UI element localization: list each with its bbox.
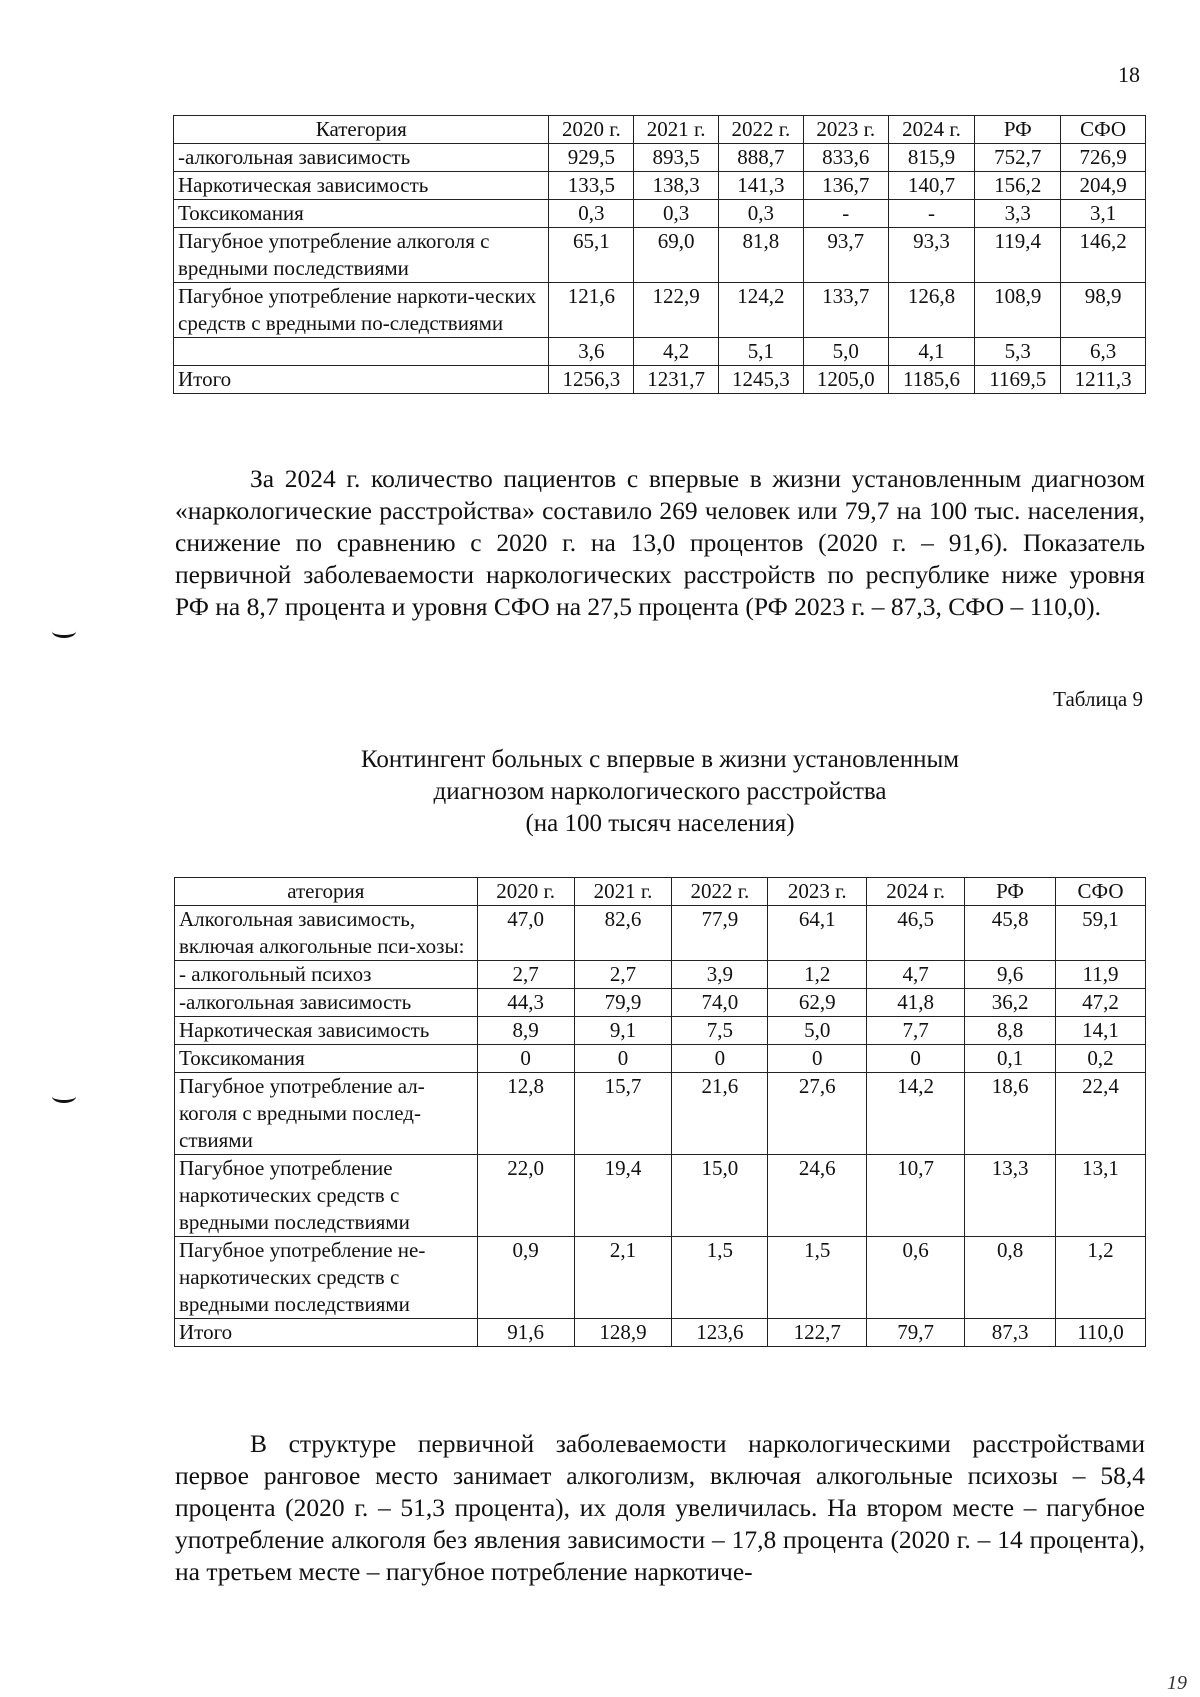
value-cell: 0,6 bbox=[867, 1237, 965, 1319]
value-cell: 13,1 bbox=[1056, 1155, 1146, 1237]
header-cell: СФО bbox=[1061, 116, 1146, 144]
value-cell: 41,8 bbox=[867, 989, 965, 1017]
value-cell: 146,2 bbox=[1061, 228, 1146, 283]
paragraph-1 bbox=[175, 463, 1145, 623]
value-cell: 13,3 bbox=[965, 1155, 1056, 1237]
value-cell: 8,8 bbox=[965, 1017, 1056, 1045]
header-cell: 2024 г. bbox=[888, 116, 975, 144]
value-cell: 2,7 bbox=[477, 961, 574, 989]
row-label-cell: Алкогольная зависимость, включая алкогольные пси-хозы: bbox=[175, 906, 478, 961]
value-cell: 1169,5 bbox=[975, 366, 1061, 394]
table-row bbox=[174, 228, 1146, 283]
value-cell: 122,9 bbox=[634, 283, 719, 338]
value-cell: 0 bbox=[768, 1045, 867, 1073]
value-cell: 11,9 bbox=[1056, 961, 1146, 989]
value-cell: 1,2 bbox=[768, 961, 867, 989]
value-cell: 0,8 bbox=[965, 1237, 1056, 1319]
value-cell: 1205,0 bbox=[803, 366, 888, 394]
table-row bbox=[175, 1045, 1146, 1073]
value-cell: 22,0 bbox=[477, 1155, 574, 1237]
table-header-row bbox=[175, 878, 1146, 906]
value-cell: 0 bbox=[672, 1045, 768, 1073]
value-cell: 27,6 bbox=[768, 1073, 867, 1155]
value-cell: 6,3 bbox=[1061, 338, 1146, 366]
value-cell: - bbox=[888, 200, 975, 228]
paragraph-2-text: В структуре первичной заболеваемости наркологическими расстройствами первое ранговое место занимает алкоголизм, включая алкогольные психозы – 58,4 процента (2020 г. – 51,3 процента), их доля увеличилась. На втором месте – пагубное употребление алкоголя без явления зависимости – 17,8 процента (2020 г. – 14 процента), на третьем месте – пагубное потребление наркотиче- bbox=[175, 1429, 1145, 1586]
value-cell: 126,8 bbox=[888, 283, 975, 338]
value-cell: 77,9 bbox=[672, 906, 768, 961]
value-cell: 4,1 bbox=[888, 338, 975, 366]
value-cell: 5,3 bbox=[975, 338, 1061, 366]
value-cell: 19,4 bbox=[574, 1155, 672, 1237]
value-cell: 815,9 bbox=[888, 144, 975, 172]
value-cell: 7,5 bbox=[672, 1017, 768, 1045]
value-cell: 1,5 bbox=[672, 1237, 768, 1319]
value-cell: 0,9 bbox=[477, 1237, 574, 1319]
header-cell: Категория bbox=[174, 116, 549, 144]
table-header-row bbox=[174, 116, 1146, 144]
value-cell: 752,7 bbox=[975, 144, 1061, 172]
value-cell: 0,3 bbox=[549, 200, 634, 228]
value-cell: 138,3 bbox=[634, 172, 719, 200]
value-cell: 128,9 bbox=[574, 1319, 672, 1347]
value-cell: 929,5 bbox=[549, 144, 634, 172]
header-cell: 2023 г. bbox=[803, 116, 888, 144]
value-cell: 2,1 bbox=[574, 1237, 672, 1319]
table-row bbox=[175, 1155, 1146, 1237]
value-cell: 122,7 bbox=[768, 1319, 867, 1347]
value-cell: 5,1 bbox=[719, 338, 804, 366]
value-cell: 204,9 bbox=[1061, 172, 1146, 200]
value-cell: 69,0 bbox=[634, 228, 719, 283]
value-cell: 726,9 bbox=[1061, 144, 1146, 172]
table-row bbox=[174, 283, 1146, 338]
row-label-cell: Наркотическая зависимость bbox=[174, 172, 549, 200]
row-label-cell: Пагубное употребление ал-коголя с вредными послед-ствиями bbox=[175, 1073, 478, 1155]
value-cell: 0 bbox=[477, 1045, 574, 1073]
header-cell: 2021 г. bbox=[574, 878, 672, 906]
row-label-cell: Пагубное употребление наркотических средств с вредными последствиями bbox=[175, 1155, 478, 1237]
value-cell: 123,6 bbox=[672, 1319, 768, 1347]
row-label-cell: - алкогольный психоз bbox=[175, 961, 478, 989]
value-cell: 0,3 bbox=[719, 200, 804, 228]
value-cell: 12,8 bbox=[477, 1073, 574, 1155]
value-cell: 82,6 bbox=[574, 906, 672, 961]
value-cell: 91,6 bbox=[477, 1319, 574, 1347]
value-cell: 3,9 bbox=[672, 961, 768, 989]
row-label-cell: Итого bbox=[175, 1319, 478, 1347]
value-cell: 87,3 bbox=[965, 1319, 1056, 1347]
value-cell: 8,9 bbox=[477, 1017, 574, 1045]
table-row bbox=[175, 1073, 1146, 1155]
row-label-cell: -алкогольная зависимость bbox=[174, 144, 549, 172]
table-9-caption-line: диагнозом наркологического расстройства bbox=[433, 778, 887, 805]
value-cell: 1245,3 bbox=[719, 366, 804, 394]
table-9-caption-line: Контингент больных с впервые в жизни установленным bbox=[360, 746, 960, 773]
value-cell: 81,8 bbox=[719, 228, 804, 283]
value-cell: 4,7 bbox=[867, 961, 965, 989]
value-cell: 110,0 bbox=[1056, 1319, 1146, 1347]
value-cell: 74,0 bbox=[672, 989, 768, 1017]
table-row bbox=[174, 338, 1146, 366]
value-cell: 156,2 bbox=[975, 172, 1061, 200]
value-cell: 93,7 bbox=[803, 228, 888, 283]
value-cell: 136,7 bbox=[803, 172, 888, 200]
value-cell: 1185,6 bbox=[888, 366, 975, 394]
value-cell: 4,2 bbox=[634, 338, 719, 366]
value-cell: 62,9 bbox=[768, 989, 867, 1017]
table-row bbox=[175, 989, 1146, 1017]
value-cell: 0,3 bbox=[634, 200, 719, 228]
paragraph-2 bbox=[175, 1428, 1145, 1588]
value-cell: 36,2 bbox=[965, 989, 1056, 1017]
value-cell: 124,2 bbox=[719, 283, 804, 338]
value-cell: 21,6 bbox=[672, 1073, 768, 1155]
row-label-cell: Токсикомания bbox=[175, 1045, 478, 1073]
value-cell: 3,1 bbox=[1061, 200, 1146, 228]
page-number: 18 bbox=[1118, 62, 1140, 87]
header-cell: СФО bbox=[1056, 878, 1146, 906]
value-cell: 9,6 bbox=[965, 961, 1056, 989]
value-cell: 0 bbox=[574, 1045, 672, 1073]
value-cell: 108,9 bbox=[975, 283, 1061, 338]
value-cell: 59,1 bbox=[1056, 906, 1146, 961]
table-top bbox=[173, 115, 1146, 394]
value-cell: 79,9 bbox=[574, 989, 672, 1017]
value-cell: 133,7 bbox=[803, 283, 888, 338]
value-cell: 9,1 bbox=[574, 1017, 672, 1045]
header-cell: 2022 г. bbox=[719, 116, 804, 144]
row-label-cell bbox=[174, 338, 549, 366]
header-cell: атегория bbox=[175, 878, 478, 906]
value-cell: 5,0 bbox=[803, 338, 888, 366]
value-cell: 1,2 bbox=[1056, 1237, 1146, 1319]
value-cell: 0 bbox=[867, 1045, 965, 1073]
value-cell: 833,6 bbox=[803, 144, 888, 172]
value-cell: 3,3 bbox=[975, 200, 1061, 228]
value-cell: 45,8 bbox=[965, 906, 1056, 961]
row-label-cell: Наркотическая зависимость bbox=[175, 1017, 478, 1045]
paragraph-1-text: За 2024 г. количество пациентов с впервые в жизни установленным диагнозом «наркологические расстройства» составило 269 человек или 79,7 на 100 тыс. населения, снижение по сравнению с 2020 г. на 13,0 процентов (2020 г. – 91,6). Показатель первичной заболеваемости наркологических расстройств по республике ниже уровня РФ на 8,7 процента и уровня СФО на 27,5 процента (РФ 2023 г. – 87,3, СФО – 110,0). bbox=[175, 464, 1145, 621]
margin-mark bbox=[52, 625, 76, 638]
header-cell: РФ bbox=[965, 878, 1056, 906]
value-cell: 3,6 bbox=[549, 338, 634, 366]
header-cell: 2020 г. bbox=[477, 878, 574, 906]
header-cell: 2021 г. bbox=[634, 116, 719, 144]
value-cell: 2,7 bbox=[574, 961, 672, 989]
header-cell: 2020 г. bbox=[549, 116, 634, 144]
row-label-cell: -алкогольная зависимость bbox=[175, 989, 478, 1017]
value-cell: 140,7 bbox=[888, 172, 975, 200]
value-cell: 0,2 bbox=[1056, 1045, 1146, 1073]
value-cell: 64,1 bbox=[768, 906, 867, 961]
value-cell: 119,4 bbox=[975, 228, 1061, 283]
table-row bbox=[175, 1237, 1146, 1319]
value-cell: 93,3 bbox=[888, 228, 975, 283]
value-cell: 5,0 bbox=[768, 1017, 867, 1045]
value-cell: 22,4 bbox=[1056, 1073, 1146, 1155]
row-label-cell: Пагубное употребление не-наркотических средств с вредными последствиями bbox=[175, 1237, 478, 1319]
value-cell: 14,1 bbox=[1056, 1017, 1146, 1045]
table-9-label: Таблица 9 bbox=[1053, 687, 1143, 711]
table-row bbox=[174, 200, 1146, 228]
value-cell: 47,2 bbox=[1056, 989, 1146, 1017]
row-label-cell: Пагубное употребление алкоголя с вредными последствиями bbox=[174, 228, 549, 283]
value-cell: 10,7 bbox=[867, 1155, 965, 1237]
value-cell: 14,2 bbox=[867, 1073, 965, 1155]
value-cell: 15,7 bbox=[574, 1073, 672, 1155]
value-cell: 46,5 bbox=[867, 906, 965, 961]
value-cell: 98,9 bbox=[1061, 283, 1146, 338]
value-cell: 1231,7 bbox=[634, 366, 719, 394]
table-row bbox=[174, 144, 1146, 172]
value-cell: 79,7 bbox=[867, 1319, 965, 1347]
table-9 bbox=[174, 877, 1146, 1347]
value-cell: 893,5 bbox=[634, 144, 719, 172]
value-cell: 0,1 bbox=[965, 1045, 1056, 1073]
value-cell: 1256,3 bbox=[549, 366, 634, 394]
table-row bbox=[175, 1319, 1146, 1347]
table-row bbox=[175, 961, 1146, 989]
value-cell: 133,5 bbox=[549, 172, 634, 200]
table-row bbox=[174, 366, 1146, 394]
value-cell: 121,6 bbox=[549, 283, 634, 338]
table-row bbox=[174, 172, 1146, 200]
value-cell: 47,0 bbox=[477, 906, 574, 961]
row-label-cell: Токсикомания bbox=[174, 200, 549, 228]
value-cell: 65,1 bbox=[549, 228, 634, 283]
value-cell: 15,0 bbox=[672, 1155, 768, 1237]
value-cell: 24,6 bbox=[768, 1155, 867, 1237]
value-cell: - bbox=[803, 200, 888, 228]
value-cell: 1,5 bbox=[768, 1237, 867, 1319]
header-cell: 2022 г. bbox=[672, 878, 768, 906]
header-cell: РФ bbox=[975, 116, 1061, 144]
table-9-caption bbox=[175, 744, 1145, 840]
value-cell: 18,6 bbox=[965, 1073, 1056, 1155]
header-cell: 2023 г. bbox=[768, 878, 867, 906]
corner-note: 19 bbox=[1167, 1672, 1187, 1694]
value-cell: 141,3 bbox=[719, 172, 804, 200]
table-9-caption-line: (на 100 тысяч населения) bbox=[525, 810, 795, 837]
table-row bbox=[175, 906, 1146, 961]
value-cell: 1211,3 bbox=[1061, 366, 1146, 394]
value-cell: 44,3 bbox=[477, 989, 574, 1017]
margin-mark bbox=[52, 1090, 76, 1103]
row-label-cell: Итого bbox=[174, 366, 549, 394]
row-label-cell: Пагубное употребление наркоти-ческих средств с вредными по-следствиями bbox=[174, 283, 549, 338]
table-row bbox=[175, 1017, 1146, 1045]
value-cell: 7,7 bbox=[867, 1017, 965, 1045]
header-cell: 2024 г. bbox=[867, 878, 965, 906]
value-cell: 888,7 bbox=[719, 144, 804, 172]
